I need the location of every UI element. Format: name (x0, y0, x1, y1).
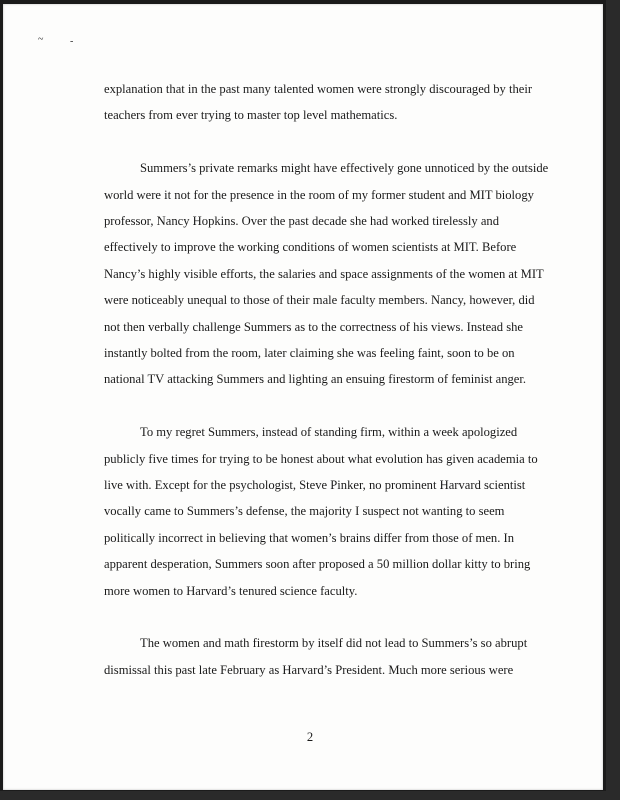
paragraph (104, 155, 549, 393)
page-number: 2 (306, 730, 314, 744)
text-line: To my regret Summers, instead of standing firm, within a week apologized (140, 425, 518, 440)
paragraph (104, 76, 533, 129)
text-line: Nancy’s highly visible efforts, the salaries and space assignments of the women at MIT (104, 266, 544, 281)
text-line: The women and math firestorm by itself did not lead to Summers’s so abrupt (140, 636, 528, 651)
body-text (104, 76, 549, 710)
text-line: instantly bolted from the room, later claiming she was feeling faint, soon to be on (104, 346, 515, 361)
text-line: politically incorrect in believing that women’s brains differ from those of men. In (104, 530, 515, 545)
paragraph (104, 630, 528, 683)
text-line: dismissal this past late February as Harvard’s President. Much more serious were (104, 662, 514, 677)
text-line: national TV attacking Summers and lighting an ensuing firestorm of feminist anger. (104, 372, 527, 387)
text-line: effectively to improve the working conditions of women scientists at MIT. Before (104, 240, 517, 255)
text-line: professor, Nancy Hopkins. Over the past decade she had worked tirelessly and (104, 214, 500, 229)
text-line: teachers from ever trying to master top level mathematics. (104, 108, 398, 123)
text-line: publicly five times for trying to be honest about what evolution has given academia to (104, 451, 538, 466)
text-line: Summers’s private remarks might have effectively gone unnoticed by the outside (140, 161, 549, 176)
text-line: live with. Except for the psychologist, Steve Pinker, no prominent Harvard scientist (104, 478, 526, 493)
scan-border-right (606, 0, 620, 800)
text-line: more women to Harvard’s tenured science faculty. (104, 583, 358, 598)
text-line: vocally came to Summers’s defense, the majority I suspect not wanting to seem (104, 504, 505, 519)
paragraph (104, 419, 538, 604)
text-line: explanation that in the past many talented women were strongly discouraged by their (104, 82, 533, 96)
text-line: apparent desperation, Summers soon after proposed a 50 million dollar kitty to bring (104, 557, 531, 572)
scan-border-bottom (0, 791, 620, 800)
stray-mark: ~ (38, 34, 44, 45)
text-line: not then verbally challenge Summers as to the correctness of his views. Instead she (104, 319, 523, 334)
text-line: world were it not for the presence in the room of my former student and MIT biology (104, 187, 534, 202)
stray-mark: - (70, 36, 74, 47)
text-line: were noticeably unequal to those of their male faculty members. Nancy, however, did (104, 293, 535, 308)
